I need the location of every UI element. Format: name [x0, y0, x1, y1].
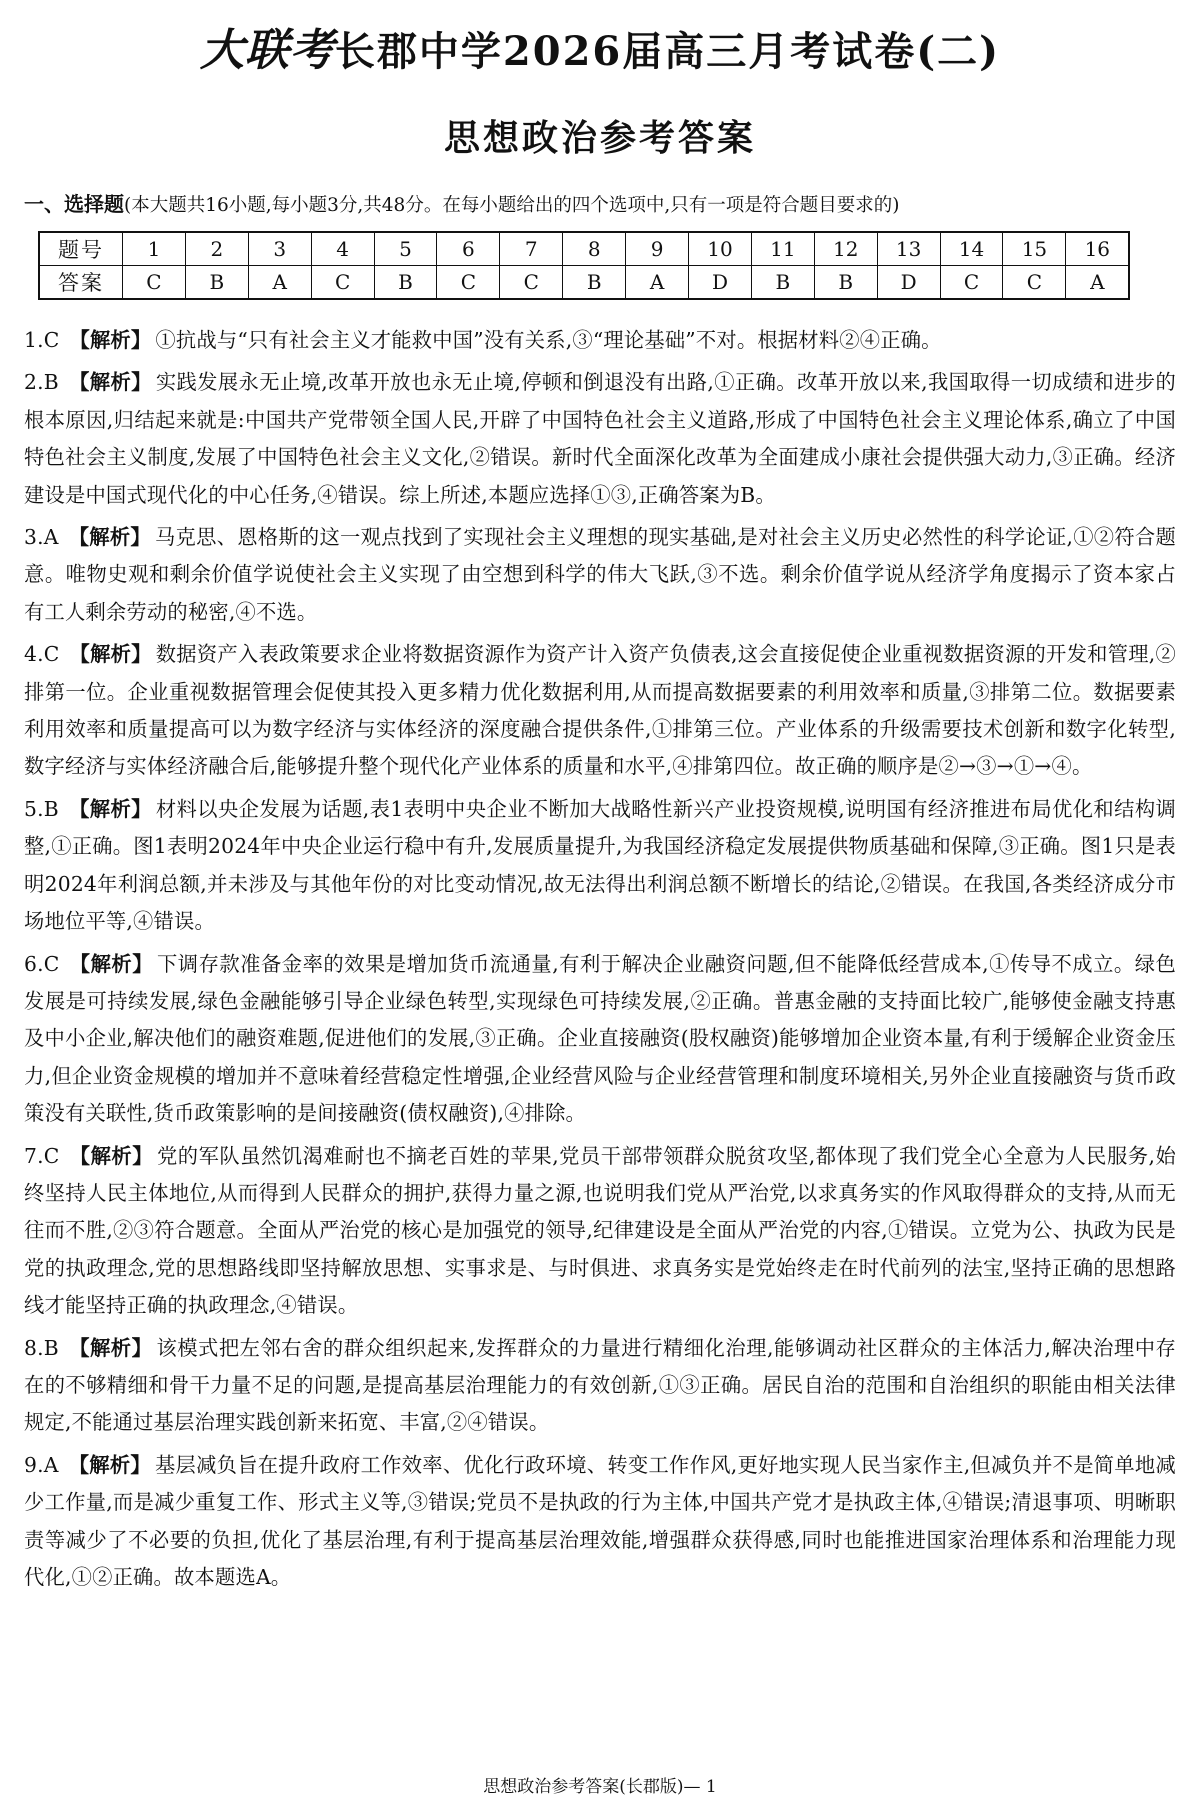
analysis-text: 基层减负旨在提升政府工作效率、优化行政环境、转变工作作风,更好地实现人民当家作主,但减负并不是简单地减少工作量,而是减少重复工作、形式主义等,③错误;党员不是执政的行为主体,中国共产党才是执政主体,④错误;清退事项、明晰职责等减少了不必要的负担,优化了基层治理,有利于提高基层治理效能,增强群众获得感,同时也能推进国家治理体系和治理能力现代化,①②正确。故本题选A。 — [24, 1452, 1176, 1589]
answer-number: 8.B — [24, 1335, 59, 1360]
answer-cell: D — [689, 266, 752, 300]
analysis-tag: 【解析】 — [69, 1143, 153, 1168]
analysis-text: 党的军队虽然饥渴难耐也不摘老百姓的苹果,党员干部带领群众脱贫攻坚,都体现了我们党全心全意为人民服务,始终坚持人民主体地位,从而得到人民群众的拥护,获得力量之源,也说明我们党从严治党,以求真务实的作风取得群众的支持,从而无往而不胜,②③符合题意。全面从严治党的核心是加强党的领导,纪律建设是全面从严治党的内容,①错误。立党为公、执政为民是党的执政理念,党的思想路线即坚持解放思想、实事求是、与时俱进、求真务实是党始终走在时代前列的法宝,坚持正确的思想路线才能坚持正确的执政理念,④错误。 — [24, 1143, 1176, 1318]
answer-number: 2.B — [24, 370, 59, 395]
explanation-item — [24, 1138, 1176, 1325]
question-number-cell: 14 — [940, 232, 1003, 266]
question-number-row — [39, 232, 1129, 266]
analysis-text: 马克思、恩格斯的这一观点找到了实现社会主义理想的现实基础,是对社会主义历史必然性的科学论证,①②符合题意。唯物史观和剩余价值学说使社会主义实现了由空想到科学的伟大飞跃,③不选。剩余价值学说从经济学角度揭示了资本家占有工人剩余劳动的秘密,④不选。 — [24, 525, 1176, 624]
analysis-text: 数据资产入表政策要求企业将数据资源作为资产计入资产负债表,这会直接促使企业重视数据资源的开发和管理,②排第一位。企业重视数据管理会促使其投入更多精力优化数据利用,从而提高数据要素的利用效率和质量,③排第二位。数据要素利用效率和质量提高可以为数字经济与实体经济的深度融合提供条件,①排第三位。产业体系的升级需要技术创新和数字化转型,数字经济与实体经济融合后,能够提升整个现代化产业体系的质量和水平,④排第四位。故正确的顺序是②→③→①→④。 — [24, 642, 1176, 779]
explanation-item — [24, 791, 1176, 941]
analysis-tag: 【解析】 — [69, 642, 152, 667]
question-number-cell: 2 — [185, 232, 248, 266]
question-number-cell: 5 — [374, 232, 437, 266]
analysis-tag: 【解析】 — [69, 328, 152, 352]
section-heading — [24, 188, 1174, 217]
analysis-text: 该模式把左邻右舍的群众组织起来,发挥群众的力量进行精细化治理,能够调动社区群众的主体活力,解决治理中存在的不够精细和骨干力量不足的问题,是提高基层治理能力的有效创新,①③正确。居民自治的范围和自治组织的职能由相关法律规定,不能通过基层治理实践创新来拓宽、丰富,②④错误。 — [24, 1335, 1176, 1435]
question-number-cell: 4 — [311, 232, 374, 266]
analysis-text: 实践发展永无止境,改革开放也永无止境,停顿和倒退没有出路,①正确。改革开放以来,我国取得一切成绩和进步的根本原因,归结起来就是:中国共产党带领全国人民,开辟了中国特色社会主义道路,形成了中国特色社会主义理论体系,确立了中国特色社会主义制度,发展了中国特色社会主义文化,②错误。新时代全面深化改革为全面建成小康社会提供强大动力,③正确。经济建设是中国式现代化的中心任务,④错误。综上所述,本题应选择①③,正确答案为B。 — [24, 370, 1176, 507]
answer-number: 3.A — [24, 525, 59, 550]
explanation-item — [24, 946, 1176, 1133]
answer-header: 答案 — [39, 266, 123, 300]
answer-cell: B — [563, 266, 626, 300]
analysis-text: ①抗战与“只有社会主义才能救中国”没有关系,③“理论基础”不对。根据材料②④正确。 — [155, 328, 942, 352]
explanation-item — [24, 364, 1176, 514]
section-heading-label: 一、选择题 — [24, 192, 124, 216]
analysis-tag: 【解析】 — [68, 370, 152, 395]
exam-title: 长郡中学2026届高三月考试卷(二) — [334, 28, 1001, 75]
question-number-cell: 11 — [751, 232, 814, 266]
question-number-cell: 6 — [437, 232, 500, 266]
answer-number: 5.B — [24, 796, 59, 821]
answer-number: 6.C — [24, 951, 60, 976]
answer-cell: C — [1003, 266, 1066, 300]
analysis-tag: 【解析】 — [68, 796, 152, 821]
answer-table — [38, 231, 1130, 300]
answer-cell: C — [123, 266, 186, 300]
page-footer: 思想政治参考答案(长郡版)— 1 — [483, 1777, 717, 1797]
question-number-cell: 7 — [500, 232, 563, 266]
answer-cell: B — [751, 266, 814, 300]
explanation-item — [24, 1447, 1176, 1597]
question-number-cell: 13 — [877, 232, 940, 266]
document-title: 思想政治参考答案 — [443, 118, 756, 159]
answer-cell: C — [500, 266, 563, 300]
question-number-cell: 12 — [814, 232, 877, 266]
question-number-cell: 10 — [689, 232, 752, 266]
answer-cell: B — [374, 266, 437, 300]
question-number-cell: 9 — [626, 232, 689, 266]
question-number-header: 题号 — [39, 232, 123, 266]
answer-number: 1.C — [24, 328, 60, 352]
explanations-list — [24, 322, 1176, 1601]
answer-cell: C — [940, 266, 1003, 300]
analysis-text: 下调存款准备金率的效果是增加货币流通量,有利于解决企业融资问题,但不能降低经营成本,①传导不成立。绿色发展是可持续发展,绿色金融能够引导企业绿色转型,实现绿色可持续发展,②正确。普惠金融的支持面比较广,能够使金融支持惠及中小企业,解决他们的融资难题,促进他们的发展,③正确。企业直接融资(股权融资)能够增加企业资本量,有利于缓解企业资金压力,但企业资金规模的增加并不意味着经营稳定性增强,企业经营风险与企业经营管理和制度环境相关,另外企业直接融资与货币政策没有关联性,货币政策影响的是间接融资(债权融资),④排除。 — [24, 951, 1176, 1126]
answer-cell: A — [248, 266, 311, 300]
analysis-text: 材料以央企发展为话题,表1表明中央企业不断加大战略性新兴产业投资规模,说明国有经济推进布局优化和结构调整,①正确。图1表明2024年中央企业运行稳中有升,发展质量提升,为我国经济稳定发展提供物质基础和保障,③正确。图1只是表明2024年利润总额,并未涉及与其他年份的对比变动情况,故无法得出利润总额不断增长的结论,②错误。在我国,各类经济成分市场地位平等,④错误。 — [24, 796, 1176, 934]
answer-number: 4.C — [24, 642, 60, 667]
question-number-cell: 1 — [123, 232, 186, 266]
answer-cell: C — [437, 266, 500, 300]
answer-cell: A — [626, 266, 689, 300]
explanation-item — [24, 636, 1176, 786]
answer-cell: B — [185, 266, 248, 300]
answer-row — [39, 266, 1129, 300]
answer-cell: A — [1066, 266, 1129, 300]
question-number-cell: 3 — [248, 232, 311, 266]
question-number-cell: 8 — [563, 232, 626, 266]
explanation-item — [24, 322, 1176, 359]
analysis-tag: 【解析】 — [68, 525, 151, 550]
answer-number: 7.C — [24, 1143, 60, 1168]
question-number-cell: 15 — [1003, 232, 1066, 266]
section-heading-instructions: (本大题共16小题,每小题3分,共48分。在每小题给出的四个选项中,只有一项是符合题目要求的) — [124, 195, 900, 216]
explanation-item — [24, 1330, 1176, 1442]
analysis-tag: 【解析】 — [69, 951, 153, 976]
analysis-tag: 【解析】 — [68, 1452, 151, 1477]
exam-brand-logo: 大联考 — [199, 25, 335, 76]
answer-cell: D — [877, 266, 940, 300]
answer-cell: B — [814, 266, 877, 300]
question-number-cell: 16 — [1066, 232, 1129, 266]
analysis-tag: 【解析】 — [68, 1335, 153, 1360]
answer-cell: C — [311, 266, 374, 300]
exam-header — [0, 14, 1200, 78]
explanation-item — [24, 519, 1176, 631]
answer-number: 9.A — [24, 1452, 59, 1477]
